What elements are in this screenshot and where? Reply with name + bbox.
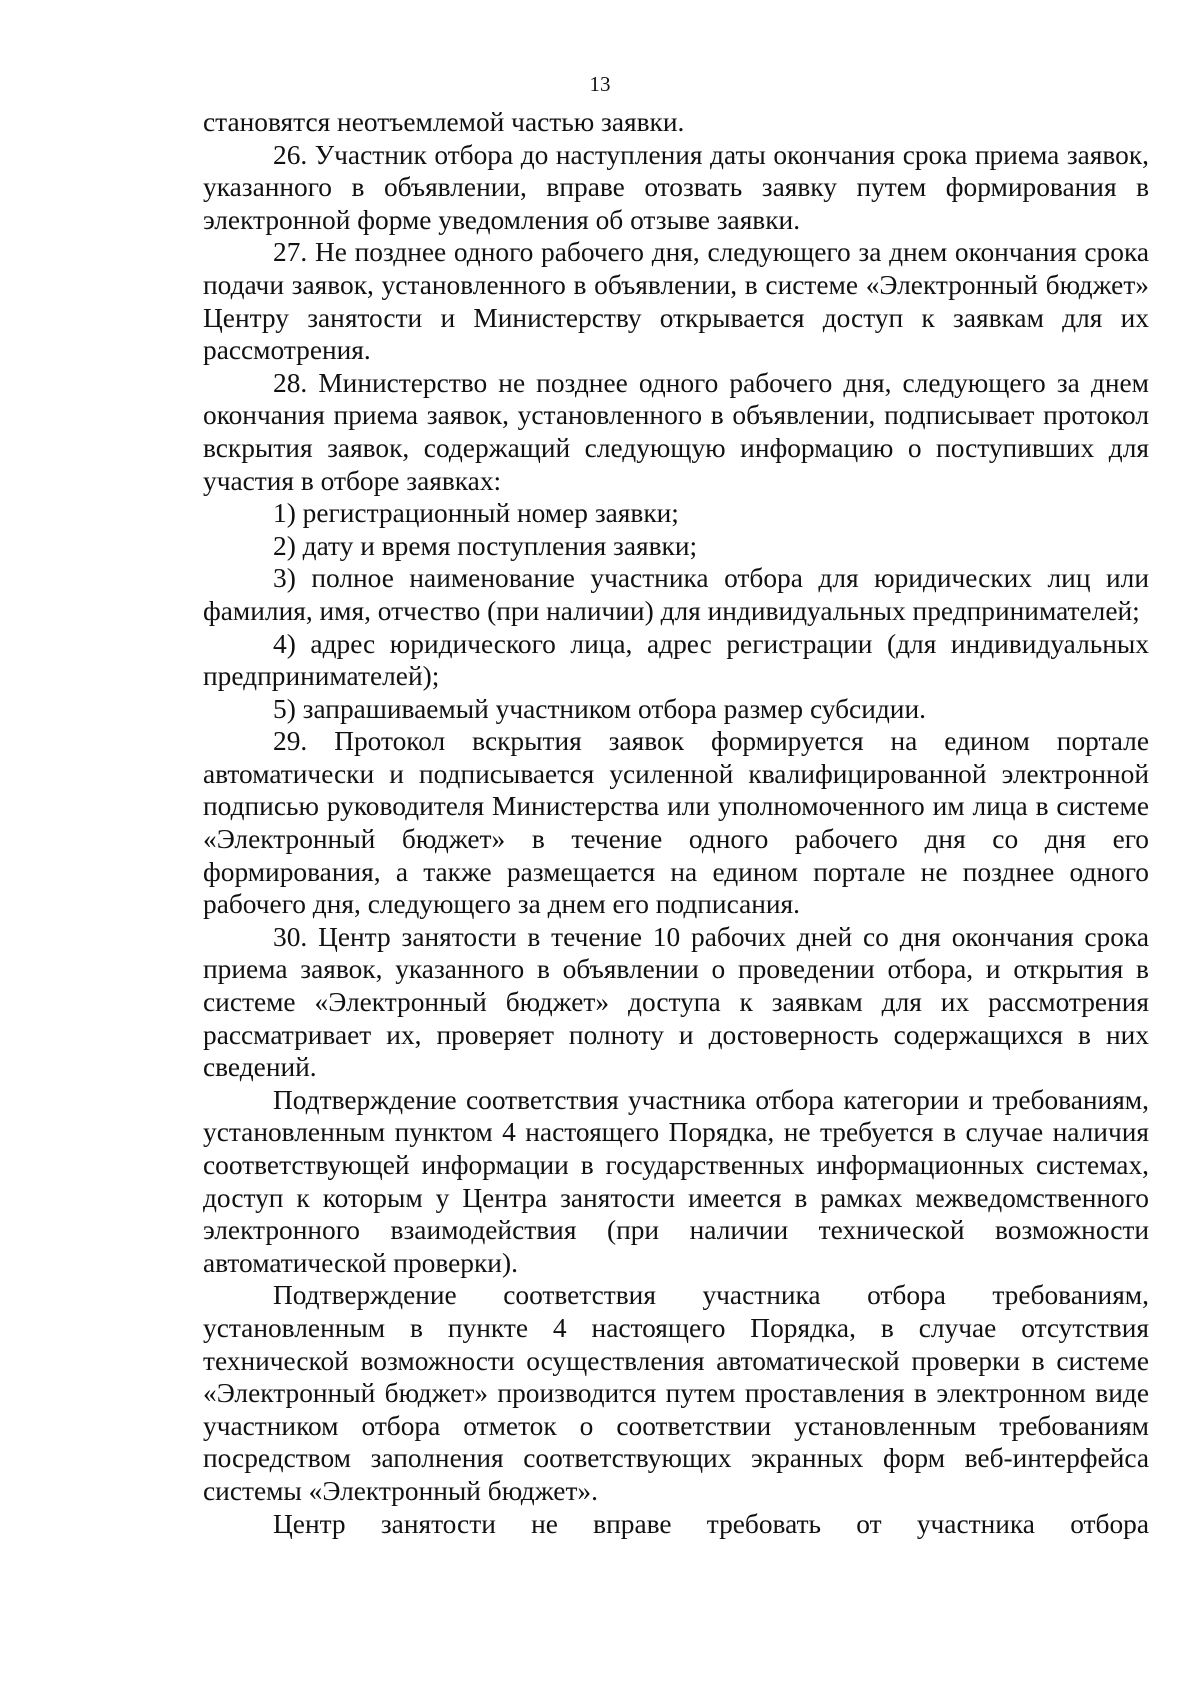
page-number: 13 — [589, 72, 611, 96]
paragraph-29: 29. Протокол вскрытия заявок формируется на едином портале автоматически и подписывается усиленной квалифицированной электронной подписью руководителя Министерства или уполномоченного им лица в системе «Электронный бюджет» в течение одного рабочего дня со дня его формирования, а также размещается на едином портале не позднее одного рабочего дня, следующего за днем его подписания. — [203, 726, 1149, 920]
paragraph-27: 27. Не позднее одного рабочего дня, следующего за днем окончания срока подачи заявок, установленного в объявлении, в системе «Электронный бюджет» Центру занятости и Министерству открывается доступ к заявкам для их рассмотрения. — [203, 237, 1149, 366]
document-body — [203, 106, 1149, 1540]
paragraph-28: 28. Министерство не позднее одного рабочего дня, следующего за днем окончания приема заявок, установленного в объявлении, подписывает протокол вскрытия заявок, содержащий следующую информацию о поступивших для участия в отборе заявках: — [203, 367, 1149, 496]
paragraph-30: 30. Центр занятости в течение 10 рабочих дней со дня окончания срока приема заявок, указанного в объявлении о проведении отбора, и открытия в системе «Электронный бюджет» доступа к заявкам для их рассмотрения рассматривает их, проверяет полноту и достоверность содержащихся в них сведений. — [203, 921, 1149, 1083]
list-item-4: 4) адрес юридического лица, адрес регистрации (для индивидуальных предпринимателей); — [203, 628, 1149, 692]
list-item-2: 2) дату и время поступления заявки; — [273, 530, 698, 561]
list-item-1: 1) регистрационный номер заявки; — [273, 498, 679, 529]
list-item-5: 5) запрашиваемый участником отбора размер субсидии. — [273, 693, 926, 724]
paragraph-employment-center: Центр занятости не вправе требовать от участника отбора — [273, 1508, 1149, 1539]
paragraph-continuation: становятся неотъемлемой частью заявки. — [203, 107, 685, 137]
paragraph-confirmation-requirements: Подтверждение соответствия участника отбора требованиям, установленным в пункте 4 настоящего Порядка, в случае отсутствия технической возможности осуществления автоматической проверки в системе «Электронный бюджет» производится путем проставления в электронном виде участником отбора отметок о соответствии установленным требованиям посредством заполнения соответствующих экранных форм веб-интерфейса системы «Электронный бюджет». — [203, 1280, 1149, 1506]
paragraph-26: 26. Участник отбора до наступления даты окончания срока приема заявок, указанного в объявлении, вправе отозвать заявку путем формирования в электронной форме уведомления об отзыве заявки. — [203, 139, 1149, 235]
paragraph-confirmation-category: Подтверждение соответствия участника отбора категории и требованиям, установленным пунктом 4 настоящего Порядка, не требуется в случае наличия соответствующей информации в государственных информационных системах, доступ к которым у Центра занятости имеется в рамках межведомственного электронного взаимодействия (при наличии технической возможности автоматической проверки). — [203, 1084, 1149, 1278]
list-item-3: 3) полное наименование участника отбора для юридических лиц или фамилия, имя, отчество (при наличии) для индивидуальных предпринимателей; — [203, 563, 1149, 626]
